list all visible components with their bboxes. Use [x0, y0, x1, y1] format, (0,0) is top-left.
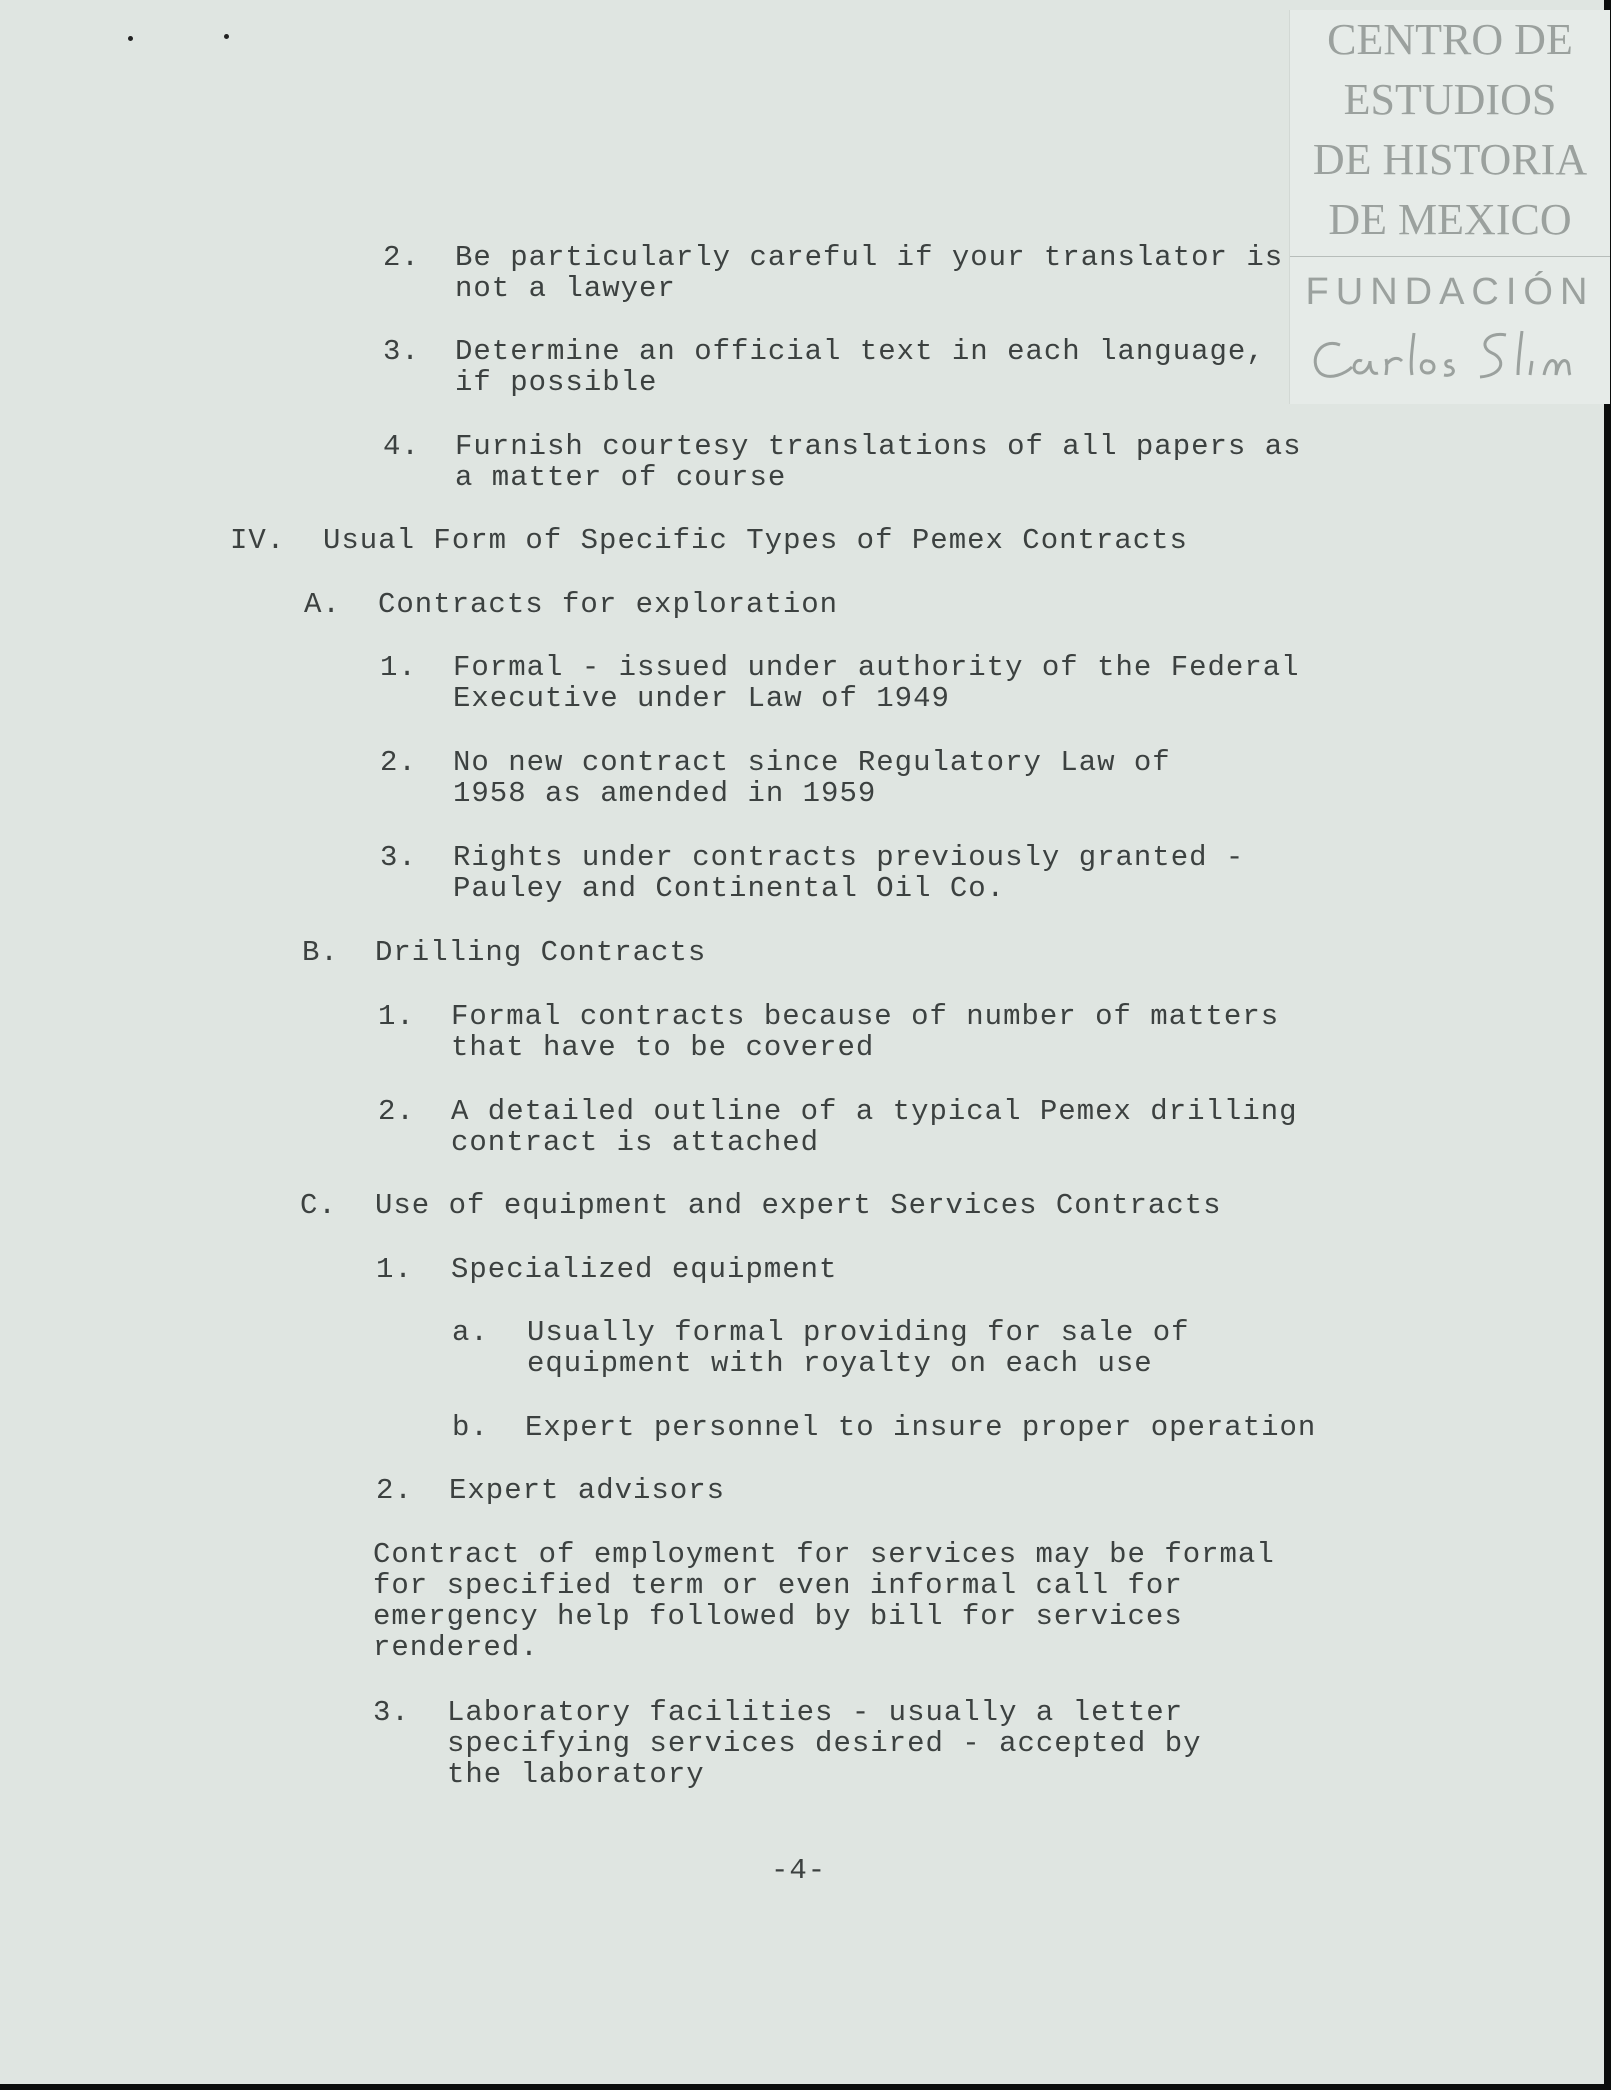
- outline-text: Drilling Contracts: [375, 936, 707, 969]
- outline-label: 2.: [383, 241, 420, 274]
- outline-label: 2.: [378, 1095, 415, 1128]
- outline-label: 2.: [380, 746, 417, 779]
- outline-label: C.: [300, 1189, 337, 1222]
- watermark-line: DE MEXICO: [1328, 195, 1572, 244]
- outline-text: Use of equipment and expert Services Contracts: [375, 1189, 1222, 1222]
- outline-text: contract is attached: [451, 1126, 820, 1159]
- signature-logo: [1300, 317, 1600, 397]
- outline-text: specifying services desired - accepted by: [447, 1727, 1202, 1760]
- outline-label: 1.: [376, 1253, 413, 1286]
- outline-text: Usual Form of Specific Types of Pemex Contracts: [323, 524, 1188, 557]
- outline-text: Expert personnel to insure proper operation: [525, 1411, 1317, 1444]
- outline-label: 1.: [380, 651, 417, 684]
- punch-mark: [128, 36, 133, 41]
- outline-text: Executive under Law of 1949: [453, 682, 950, 715]
- outline-label: 2.: [376, 1474, 413, 1507]
- outline-label: a.: [452, 1316, 489, 1349]
- outline-label: IV.: [230, 524, 286, 557]
- outline-text: a matter of course: [455, 461, 787, 494]
- outline-label: B.: [302, 936, 339, 969]
- watermark-line: ESTUDIOS: [1343, 75, 1557, 124]
- outline-text: Laboratory facilities - usually a letter: [447, 1696, 1184, 1729]
- outline-text: Usually formal providing for sale of: [527, 1316, 1190, 1349]
- watermark-line: DE HISTORIA: [1312, 135, 1588, 184]
- outline-text: Pauley and Continental Oil Co.: [453, 872, 1006, 905]
- watermark-foundation: FUNDACIÓN: [1305, 271, 1595, 313]
- outline-label: 3.: [383, 335, 420, 368]
- outline-text: Contracts for exploration: [378, 588, 839, 621]
- watermark-line: CENTRO DE: [1327, 15, 1573, 64]
- outline-text: Specialized equipment: [451, 1253, 838, 1286]
- outline-text: the laboratory: [447, 1758, 705, 1791]
- outline-text: that have to be covered: [451, 1031, 875, 1064]
- outline-text: No new contract since Regulatory Law of: [453, 746, 1171, 779]
- outline-label: 4.: [383, 430, 420, 463]
- outline-text: Formal - issued under authority of the Federal: [453, 651, 1300, 684]
- outline-text: emergency help followed by bill for services: [373, 1600, 1183, 1633]
- outline-label: A.: [304, 588, 341, 621]
- outline-label: 1.: [378, 1000, 415, 1033]
- outline-text: rendered.: [373, 1631, 539, 1664]
- archive-watermark: [1289, 10, 1610, 404]
- outline-text: Rights under contracts previously granted -: [453, 841, 1245, 874]
- punch-mark: [224, 34, 229, 39]
- outline-text: Furnish courtesy translations of all papers as: [455, 430, 1302, 463]
- outline-text: for specified term or even informal call for: [373, 1569, 1183, 1602]
- outline-text: Formal contracts because of number of matters: [451, 1000, 1280, 1033]
- page-number: -4-: [771, 1854, 827, 1887]
- outline-label: 3.: [380, 841, 417, 874]
- outline-text: A detailed outline of a typical Pemex drilling: [451, 1095, 1298, 1128]
- outline-text: Expert advisors: [449, 1474, 726, 1507]
- outline-label: 3.: [373, 1696, 410, 1729]
- outline-text: Contract of employment for services may be formal: [373, 1538, 1275, 1571]
- outline-text: Determine an official text in each language,: [455, 335, 1265, 368]
- outline-text: if possible: [455, 366, 658, 399]
- outline-text: Be particularly careful if your translator is: [455, 241, 1284, 274]
- outline-label: b.: [452, 1411, 489, 1444]
- outline-text: not a lawyer: [455, 272, 676, 305]
- watermark-divider: [1290, 256, 1610, 257]
- outline-text: 1958 as amended in 1959: [453, 777, 877, 810]
- outline-text: equipment with royalty on each use: [527, 1347, 1153, 1380]
